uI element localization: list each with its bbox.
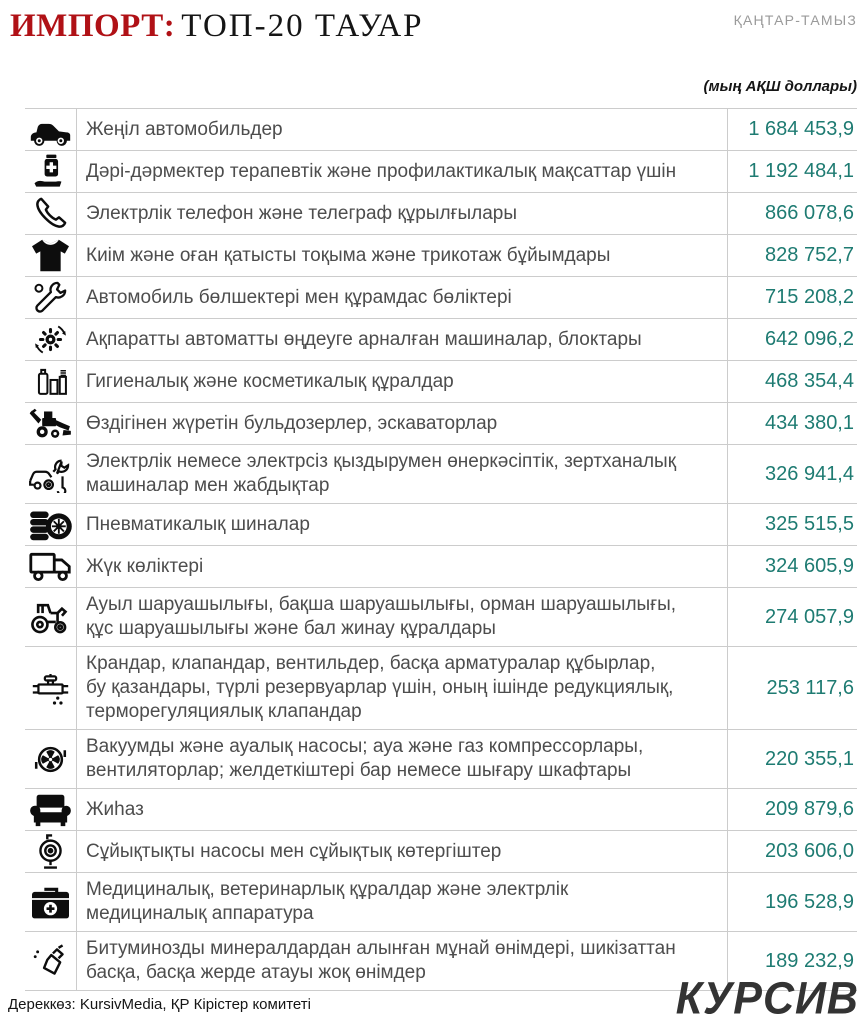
- table-row: [25, 504, 857, 546]
- row-icon-cell: [25, 504, 77, 545]
- row-icon-cell: [25, 932, 77, 990]
- row-icon-cell: [25, 445, 77, 503]
- table-row: [25, 831, 857, 873]
- row-value: 189 232,9: [727, 932, 857, 990]
- table-row: [25, 319, 857, 361]
- page-header: [10, 8, 424, 45]
- row-label: Пневматикалық шиналар: [86, 513, 310, 535]
- row-value: 715 208,2: [727, 277, 857, 318]
- row-icon-cell: [25, 151, 77, 192]
- row-value: 828 752,7: [727, 235, 857, 276]
- page-title: ТОП-20 ТАУАР: [181, 8, 424, 44]
- row-label: Электрлік немесе электрсіз қыздырумен өнеркәсіптік, зертханалық машиналар мен жабдықтар: [86, 451, 677, 496]
- medicine-hand-icon: [28, 153, 73, 190]
- row-icon-cell: [25, 831, 77, 872]
- compressor-fan-icon: [28, 741, 73, 778]
- row-value: 866 078,6: [727, 193, 857, 234]
- truck-icon: [28, 548, 73, 585]
- phone-icon: [28, 195, 73, 232]
- row-value: 1 192 484,1: [727, 151, 857, 192]
- tractor-icon: [28, 599, 73, 636]
- clothing-icon: [28, 237, 73, 274]
- table-row: [25, 109, 857, 151]
- row-label: Электрлік телефон және телеграф құрылғылары: [86, 202, 518, 224]
- row-label: Крандар, клапандар, вентильдер, басқа арматуралар құбырлар, бу қазандары, түрлі резервуарлар үшін, оның ішінде редукциялық, терморегуляциялық клапандар: [86, 653, 674, 722]
- row-value: 325 515,5: [727, 504, 857, 545]
- row-value: 326 941,4: [727, 445, 857, 503]
- row-icon-cell: [25, 277, 77, 318]
- car-icon: [28, 111, 73, 148]
- row-label: Дәрі-дәрмектер терапевтік және профилактикалық мақсаттар үшін: [86, 160, 677, 182]
- row-label: Ақпаратты автоматты өңдеуге арналған машиналар, блоктары: [86, 328, 642, 350]
- row-label: Ауыл шаруашылығы, бақша шаруашылығы, орман шаруашылығы, құс шаруашылығы және бал жинау құралдары: [86, 594, 677, 639]
- medical-kit-icon: [28, 884, 73, 921]
- row-label: Жиһаз: [86, 798, 144, 820]
- data-source: Дереккөз: KursivMedia, ҚР Кірістер комитеті: [8, 996, 311, 1013]
- row-icon-cell: [25, 873, 77, 931]
- kursiv-logo: КУРСИВ: [675, 973, 859, 1024]
- row-label: Гигиеналық және косметикалық құралдар: [86, 370, 454, 392]
- table-row: [25, 546, 857, 588]
- excavator-icon: [28, 405, 73, 442]
- table-row: [25, 361, 857, 403]
- tires-icon: [28, 506, 73, 543]
- table-row: [25, 588, 857, 647]
- row-value: 196 528,9: [727, 873, 857, 931]
- row-value: 203 606,0: [727, 831, 857, 872]
- row-icon-cell: [25, 789, 77, 830]
- table-row: [25, 151, 857, 193]
- page-title-accent: ИМПОРТ:: [10, 8, 176, 44]
- row-value: 468 354,4: [727, 361, 857, 402]
- table-row: [25, 789, 857, 831]
- row-value: 642 096,2: [727, 319, 857, 360]
- row-icon-cell: [25, 319, 77, 360]
- table-row: [25, 403, 857, 445]
- oil-products-icon: [28, 943, 73, 980]
- row-icon-cell: [25, 588, 77, 646]
- row-label: Киім және оған қатысты тоқыма және трикотаж бұйымдары: [86, 244, 611, 266]
- unit-note: (мың АҚШ доллары): [703, 78, 857, 95]
- row-icon-cell: [25, 361, 77, 402]
- row-icon-cell: [25, 235, 77, 276]
- hygiene-icon: [28, 363, 73, 400]
- row-icon-cell: [25, 647, 77, 729]
- row-label: Вакуумды және ауалық насосы; ауа және газ компрессорлары, вентиляторлар; желдеткіштері бар немесе шығару шкафтары: [86, 736, 644, 781]
- row-label: Жеңіл автомобильдер: [86, 118, 283, 140]
- valve-icon: [28, 670, 73, 707]
- row-value: 209 879,6: [727, 789, 857, 830]
- table-row: [25, 193, 857, 235]
- row-label: Сұйықтықты насосы мен сұйықтық көтергіштер: [86, 840, 502, 862]
- furniture-icon: [28, 791, 73, 828]
- row-value: 434 380,1: [727, 403, 857, 444]
- table-row: [25, 730, 857, 789]
- row-icon-cell: [25, 403, 77, 444]
- table-row: [25, 235, 857, 277]
- industrial-machines-icon: [28, 456, 73, 493]
- car-parts-icon: [28, 279, 73, 316]
- row-label: Жүк көліктері: [86, 555, 204, 577]
- row-value: 220 355,1: [727, 730, 857, 788]
- data-processing-icon: [28, 321, 73, 358]
- row-icon-cell: [25, 546, 77, 587]
- row-value: 324 605,9: [727, 546, 857, 587]
- row-label: Медициналық, ветеринарлық құралдар және электрлік медициналық аппаратура: [86, 879, 569, 924]
- row-icon-cell: [25, 730, 77, 788]
- import-table: [25, 108, 857, 991]
- period-label: ҚАҢТАР-ТАМЫЗ: [733, 12, 857, 28]
- row-value: 253 117,6: [727, 647, 857, 729]
- table-row: [25, 647, 857, 730]
- row-value: 1 684 453,9: [727, 109, 857, 150]
- row-label: Битуминозды минералдардан алынған мұнай өнімдері, шикізаттан басқа, басқа жерде атауы жоқ өнімдер: [86, 938, 676, 983]
- row-icon-cell: [25, 193, 77, 234]
- row-icon-cell: [25, 109, 77, 150]
- pump-icon: [28, 833, 73, 870]
- table-row: [25, 277, 857, 319]
- row-label: Өздігінен жүретін бульдозерлер, эскаваторлар: [86, 412, 498, 434]
- table-row: [25, 873, 857, 932]
- row-label: Автомобиль бөлшектері мен құрамдас бөліктері: [86, 286, 512, 308]
- table-row: [25, 445, 857, 504]
- row-value: 274 057,9: [727, 588, 857, 646]
